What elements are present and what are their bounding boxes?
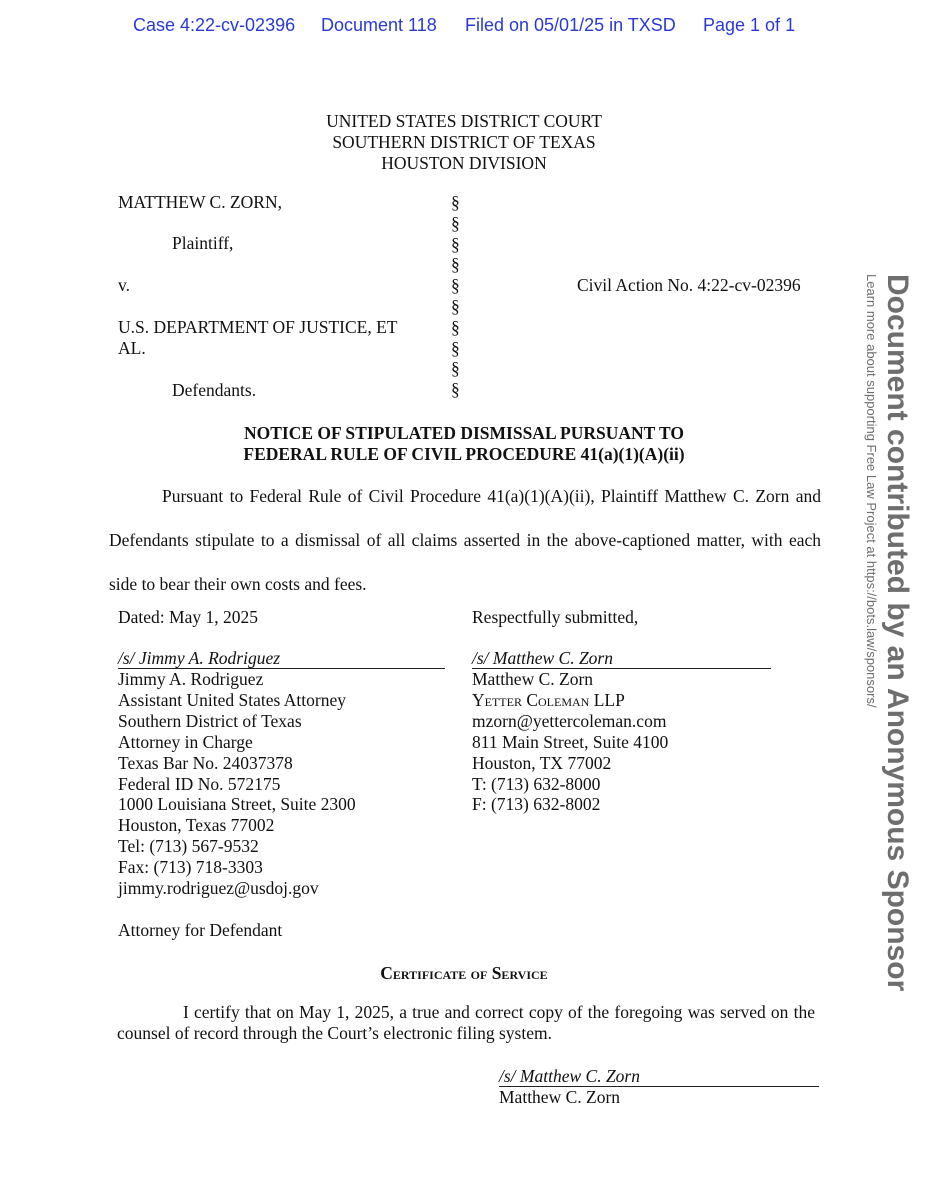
- caption-defendant-name-1: U.S. DEPARTMENT OF JUSTICE, ET: [118, 317, 398, 337]
- notice-title: [0, 423, 928, 465]
- caption-plaintiff-name: MATTHEW C. ZORN,: [118, 192, 282, 212]
- caption-defendant-role: Defendants.: [172, 380, 257, 400]
- defendant-counsel-line: Texas Bar No. 24037378: [118, 752, 293, 773]
- plaintiff-counsel-block: [472, 669, 668, 815]
- attorney-for-defendant: Attorney for Defendant: [118, 920, 283, 940]
- defendant-counsel-line: Tel: (713) 567-9532: [118, 836, 259, 857]
- stamp-document-number: Document 118: [321, 15, 437, 35]
- sponsor-link-text[interactable]: Learn more about supporting Free Law Project at https://bots.law/sponsors/: [864, 274, 879, 708]
- certificate-signer-name: Matthew C. Zorn: [499, 1087, 621, 1107]
- civil-action-number: Civil Action No. 4:22-cv-02396: [577, 275, 801, 295]
- section-mark: §: [451, 379, 460, 400]
- sponsor-sidebar: [862, 274, 914, 991]
- court-district: SOUTHERN DISTRICT OF TEXAS: [332, 132, 596, 152]
- section-mark: §: [451, 212, 460, 233]
- respectfully-submitted: Respectfully submitted,: [472, 607, 639, 627]
- defendant-counsel-block: [118, 669, 356, 899]
- stamp-filed-date: Filed on 05/01/25 in TXSD: [465, 15, 676, 35]
- court-division: HOUSTON DIVISION: [381, 153, 547, 173]
- certificate-paragraph: [117, 1002, 815, 1044]
- section-mark: §: [451, 192, 460, 212]
- defendant-counsel-line: 1000 Louisiana Street, Suite 2300: [118, 794, 356, 815]
- plaintiff-counsel-line: Houston, TX 77002: [472, 752, 612, 773]
- plaintiff-counsel-line: 811 Main Street, Suite 4100: [472, 731, 669, 752]
- plaintiff-counsel-line: F: (713) 632-8002: [472, 794, 601, 815]
- defendant-counsel-line: jimmy.rodriguez@usdoj.gov: [118, 878, 319, 899]
- defendant-counsel-line: Assistant United States Attorney: [118, 689, 346, 710]
- defendant-counsel-line: Houston, Texas 77002: [118, 815, 275, 836]
- defendant-counsel-signature: /s/ Jimmy A. Rodriguez: [118, 648, 445, 669]
- filing-stamp: [0, 15, 928, 41]
- section-mark: §: [451, 233, 460, 254]
- section-mark: §: [451, 316, 460, 337]
- notice-title-line-2: FEDERAL RULE OF CIVIL PROCEDURE 41(a)(1)(A)(ii): [243, 444, 685, 464]
- section-marks-column: [451, 192, 460, 400]
- caption-defendant-name-2: AL.: [118, 338, 146, 358]
- stamp-page-number: Page 1 of 1: [703, 15, 796, 35]
- section-mark: §: [451, 254, 460, 275]
- plaintiff-counsel-line: T: (713) 632-8000: [472, 773, 601, 794]
- defendant-counsel-line: Jimmy A. Rodriguez: [118, 669, 264, 689]
- court-name: UNITED STATES DISTRICT COURT: [326, 111, 602, 131]
- caption-versus: v.: [118, 275, 130, 295]
- defendant-counsel-line: Southern District of Texas: [118, 710, 302, 731]
- section-mark: §: [451, 358, 460, 379]
- defendant-counsel-line: Fax: (713) 718-3303: [118, 857, 263, 878]
- plaintiff-counsel-firm: Yetter Coleman LLP: [472, 689, 625, 710]
- plaintiff-counsel-line: mzorn@yettercoleman.com: [472, 710, 667, 731]
- stamp-case-number: Case 4:22-cv-02396: [133, 15, 296, 35]
- defendant-counsel-line: Federal ID No. 572175: [118, 773, 281, 794]
- caption-plaintiff-role: Plaintiff,: [172, 233, 234, 253]
- certificate-text: I certify that on May 1, 2025, a true and correct copy of the foregoing was served on the counsel of record through the Court’s electronic filing system.: [117, 1002, 815, 1043]
- section-mark: §: [451, 275, 460, 296]
- plaintiff-counsel-signature: /s/ Matthew C. Zorn: [472, 648, 771, 669]
- dated-line: Dated: May 1, 2025: [118, 607, 258, 627]
- notice-title-line-1: NOTICE OF STIPULATED DISMISSAL PURSUANT TO: [243, 423, 685, 443]
- defendant-counsel-line: Attorney in Charge: [118, 731, 253, 752]
- court-heading: [0, 111, 928, 174]
- certificate-title: Certificate of Service: [380, 963, 548, 983]
- stipulation-text: Pursuant to Federal Rule of Civil Procedure 41(a)(1)(A)(ii), Plaintiff Matthew C. Zorn and Defendants stipulate to a dismissal of all claims asserted in the above-captioned matter, with each side to bear their own costs and fees.: [109, 486, 821, 594]
- plaintiff-counsel-name: Matthew C. Zorn: [472, 669, 594, 689]
- section-mark: §: [451, 337, 460, 358]
- stipulation-paragraph: [109, 474, 821, 606]
- certificate-signature: /s/ Matthew C. Zorn: [499, 1066, 819, 1087]
- sponsor-headline: Document contributed by an Anonymous Sponsor: [881, 274, 914, 992]
- section-mark: §: [451, 295, 460, 316]
